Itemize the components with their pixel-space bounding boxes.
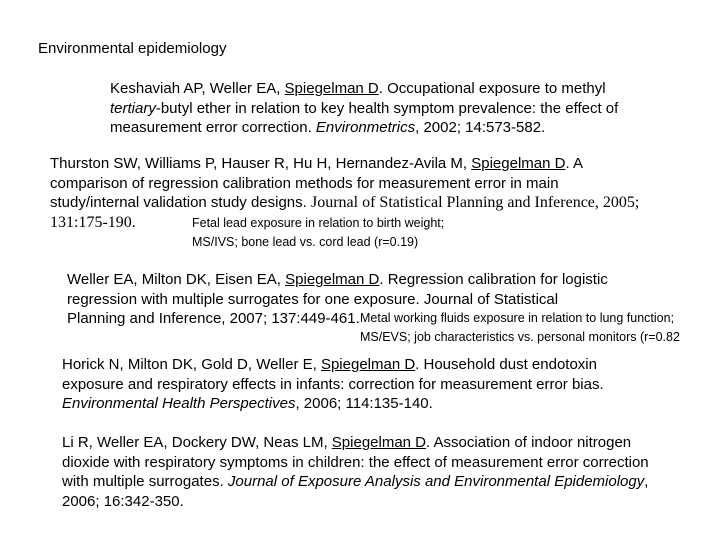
author-highlight: Spiegelman D [285,271,380,288]
ref-line: Weller EA, Milton DK, Eisen EA, Spiegelman D. Regression calibration for logistic [67,271,608,288]
author-highlight: Spiegelman D [320,356,416,373]
ref-line: Planning and Inference, 2007; 137:449-461. [67,310,360,327]
ref-line: Horick N, Milton DK, Gold D, Weller E, Spiegelman D. Household dust endotoxin [62,356,597,373]
ref-line: regression with multiple surrogates for one exposure. Journal of Statistical [67,290,559,308]
reference-horick-2006 [62,355,604,414]
journal-name: Journal of Statistical Planning and Inference [310,194,595,211]
journal-name: Environmetrics [315,119,416,136]
ref-line: study/internal validation study designs. Journal of Statistical Planning and Inference, 2005; [50,194,640,211]
ref-line: Li R, Weller EA, Dockery DW, Neas LM, Spiegelman D. Association of indoor nitrogen [62,434,632,451]
author-highlight: Spiegelman D [471,155,566,172]
ref-line: exposure and respiratory effects in infants: correction for measurement error bias. [62,375,604,393]
journal-name: Journal of Exposure Analysis and Environmental Epidemiology [227,473,645,490]
author-highlight: Spiegelman D [331,434,427,451]
ref-line: tertiary-butyl ether in relation to key health symptom prevalence: the effect of [110,99,619,117]
ref-line: with multiple surrogates. Journal of Exposure Analysis and Environmental Epidemiology, [62,473,649,490]
annotation-metal-working-fluids: Metal working fluids exposure in relation to lung function; MS/EVS; job characteristics vs. personal monitors (r=0.82 [360,311,680,344]
ref-line: dioxide with respiratory symptoms in children: the effect of measurement error correction [62,453,649,471]
ref-line: Thurston SW, Williams P, Hauser R, Hu H, Hernandez-Avila M, Spiegelman D. A [50,155,583,172]
reference-li-2006 [62,433,649,511]
ref-line: comparison of regression calibration methods for measurement error in main [50,174,559,192]
journal-name: Environmental Health Perspectives [62,395,296,412]
ref-line: Keshaviah AP, Weller EA, Spiegelman D. Occupational exposure to methyl [110,80,606,97]
reference-keshaviah-2002 [110,79,618,138]
ref-line: 131:175-190. [50,213,136,231]
ref-line: Environmental Health Perspectives, 2006; 114:135-140. [62,395,433,412]
annotation-fetal-lead: Fetal lead exposure in relation to birth weight; MS/IVS; bone lead vs. cord lead (r=0.19) [192,216,445,249]
page-title: Environmental epidemiology [38,40,227,57]
ref-line: measurement error correction. Environmetrics, 2002; 14:573-582. [110,119,546,136]
ref-line: 2006; 16:342-350. [62,492,184,510]
author-highlight: Spiegelman D [284,80,379,97]
